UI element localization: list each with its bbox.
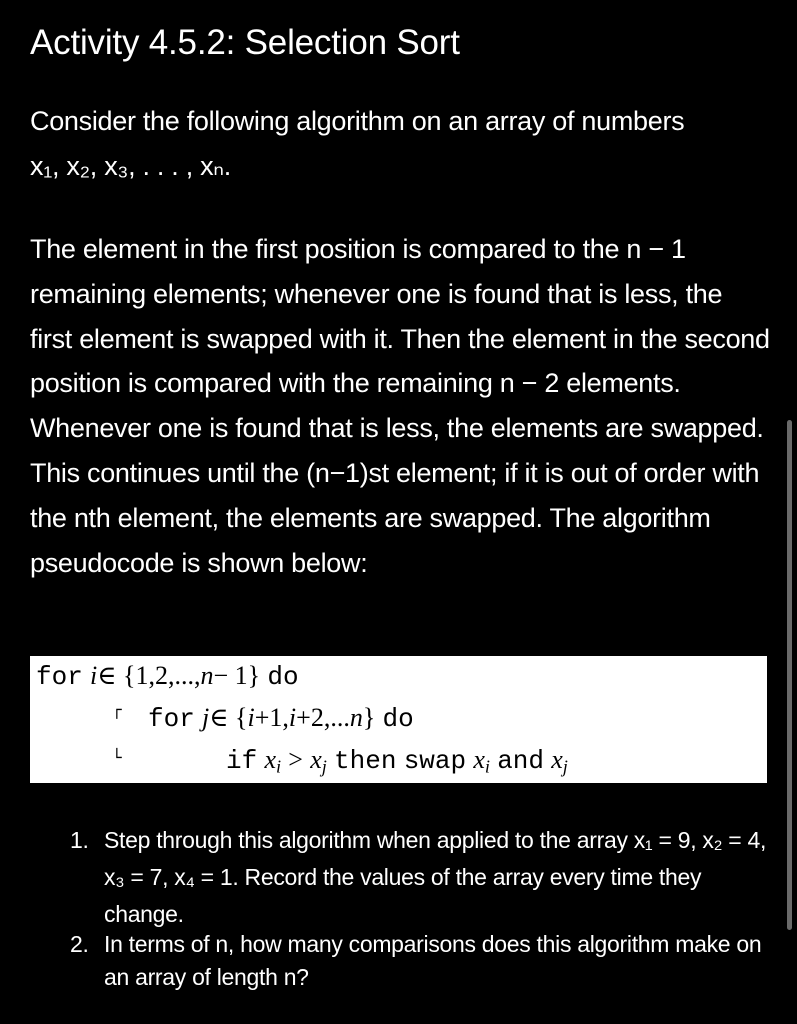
keyword-do: do	[382, 704, 414, 734]
list-item	[70, 822, 770, 933]
var-x: x	[264, 745, 276, 774]
question-number: 1.	[70, 827, 89, 853]
pseudocode-line-3	[226, 744, 568, 776]
bracket-bottom-icon: └	[112, 748, 122, 767]
keyword-and: and	[497, 746, 545, 776]
loop-plus-1: +1,	[254, 703, 289, 732]
loop-plus-2: +2,...	[296, 703, 350, 732]
keyword-for: for	[36, 662, 83, 692]
loop-set: ∈ {1,2,...,	[97, 661, 201, 690]
pseudocode-line-2	[148, 702, 414, 734]
keyword-for: for	[148, 704, 195, 734]
question-number: 2.	[70, 931, 89, 957]
page-title: Activity 4.5.2: Selection Sort	[30, 23, 460, 62]
loop-n: n	[200, 661, 214, 690]
scrollbar[interactable]	[787, 420, 792, 930]
question-text: In terms of n, how many comparisons does this algorithm make on an array of length n?	[104, 931, 762, 990]
subscript-j: j	[321, 756, 327, 777]
question-text: Step through this algorithm when applied to the array x₁ = 9, x₂ = 4, x₃ = 7, x₄ = 1. Record the values of the array every time they change.	[104, 827, 767, 927]
loop-variable: i	[90, 661, 98, 690]
loop-variable: j	[202, 703, 210, 732]
subscript-i: i	[484, 756, 490, 777]
loop-i: i	[247, 703, 255, 732]
list-item	[70, 928, 770, 994]
var-x: x	[473, 745, 485, 774]
loop-i: i	[288, 703, 297, 732]
keyword-swap: swap	[403, 746, 467, 776]
intro-paragraph	[30, 99, 770, 189]
intro-text: Consider the following algorithm on an array of numbers	[30, 106, 685, 136]
pseudocode-line-1	[36, 660, 299, 692]
loop-set: ∈ {	[209, 703, 248, 732]
description-paragraph: The element in the first position is compared to the n − 1 remaining elements; whenever one is found that is less, the first element is swapped with it. Then the element in the second position is compared with the remaining n − 2 elements. Whenever one is found that is less, the elements are swapped. This continues until the (n−1)st element; if it is out of order with the nth element, the elements are swapped. The algorithm pseudocode is shown below:	[30, 234, 770, 578]
question-list	[70, 822, 770, 994]
var-x: x	[310, 745, 322, 774]
var-x: x	[551, 745, 563, 774]
pseudocode-image	[30, 656, 767, 783]
bracket-top-icon: ┌	[112, 700, 122, 719]
greater-than: >	[288, 745, 303, 774]
subscript-i: i	[276, 756, 282, 777]
keyword-do: do	[267, 662, 299, 692]
subscript-j: j	[562, 756, 568, 777]
intro-sequence: x₁, x₂, x₃, . . . , xₙ.	[30, 150, 231, 181]
loop-n: n	[349, 703, 363, 732]
loop-set-end: − 1}	[213, 661, 261, 690]
keyword-then: then	[334, 746, 397, 776]
loop-set-end: }	[362, 703, 376, 732]
keyword-if: if	[226, 746, 258, 776]
